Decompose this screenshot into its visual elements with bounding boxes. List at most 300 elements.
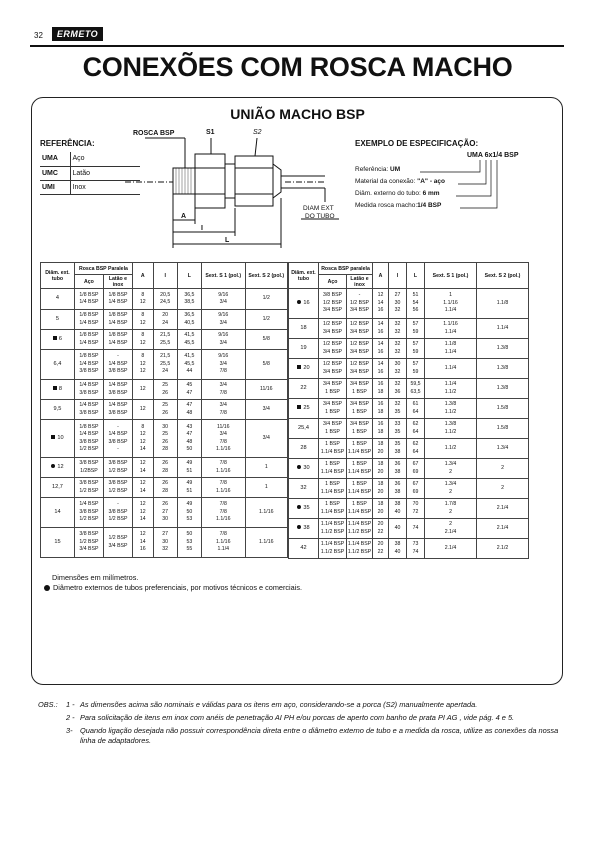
- s1-cell: 1.1/8 1.1/4: [425, 339, 477, 359]
- s2-cell: 2: [477, 479, 529, 499]
- a-cell: 12 14: [132, 458, 153, 478]
- l-cell: 70 72: [407, 499, 425, 519]
- latao-cell: 1 BSP 1.1/4 BSP: [347, 479, 373, 499]
- aco-cell: 1/8 BSP 1/4 BSP: [74, 289, 103, 310]
- table-row: [41, 350, 288, 380]
- header-a: A: [132, 263, 153, 289]
- s1-cell: 1 1.1/16 1.1/4: [425, 289, 477, 319]
- spec-value: 6 mm: [422, 190, 440, 197]
- page-title: CONEXÕES COM ROSCA MACHO: [82, 52, 513, 82]
- spec-label: Medida rosca macho:: [355, 202, 418, 209]
- s2-cell: 1: [245, 458, 287, 478]
- diam-value: 42: [300, 544, 307, 551]
- diam-value: 32: [300, 484, 307, 491]
- a-cell: 12 12 14: [132, 498, 153, 528]
- latao-cell: - 1/4 BSP 3/8 BSP -: [103, 420, 132, 458]
- s2-cell: 1.1/16: [245, 498, 287, 528]
- i-cell: 33 35: [389, 419, 407, 439]
- l-cell: 45 47: [177, 380, 201, 400]
- aco-cell: 1 BSP 1.1/4 BSP: [319, 479, 347, 499]
- diam-cell: [41, 528, 75, 558]
- latao-cell: 1 BSP 1.1/4 BSP: [347, 499, 373, 519]
- latao-cell: 1/8 BSP 1/4 BSP: [103, 310, 132, 330]
- i-cell: 26 28: [153, 458, 177, 478]
- l-cell: 43 47 48 50: [177, 420, 201, 458]
- table-row: [41, 380, 288, 400]
- diam-value: 15: [54, 538, 61, 545]
- obs-number: 3-: [66, 726, 73, 735]
- header-a: A: [373, 263, 389, 289]
- referencia-material: Aço: [70, 152, 140, 166]
- s1-cell: 2.1/4: [425, 539, 477, 559]
- s1-cell: 1.3/8 1.1/2: [425, 419, 477, 439]
- l-cell: 57 59: [407, 359, 425, 379]
- s1-cell: 9/16 3/4: [201, 330, 245, 350]
- table-row: [289, 459, 529, 479]
- table-body-right: [289, 289, 529, 559]
- diam-value: 9,5: [53, 405, 62, 412]
- header-s1: Sext. S 1 (pol.): [201, 263, 245, 289]
- s1-cell: 3/4 7/8: [201, 380, 245, 400]
- aco-cell: 1/2 BSP 3/4 BSP: [319, 339, 347, 359]
- s2-cell: 1.5/8: [477, 399, 529, 419]
- s1-cell: 1.1/16 1.1/4: [425, 319, 477, 339]
- latao-cell: 1/2 BSP 3/4 BSP: [347, 319, 373, 339]
- a-cell: 12: [132, 400, 153, 420]
- s1-cell: 1.1/2: [425, 439, 477, 459]
- a-cell: 14 16: [373, 339, 389, 359]
- s1-cell: 1.3/8 1.1/2: [425, 399, 477, 419]
- diam-cell: [41, 458, 75, 478]
- s1-label: S1: [206, 129, 215, 136]
- latao-cell: 3/4 BSP 1 BSP: [347, 419, 373, 439]
- table-row: [289, 499, 529, 519]
- l-label: L: [225, 237, 230, 244]
- latao-cell: 1.1/4 BSP 1.1/2 BSP: [347, 539, 373, 559]
- header-s2: Sext. S 2 (pol.): [245, 263, 287, 289]
- i-cell: 26 28: [153, 478, 177, 498]
- header-aco: Aço: [74, 275, 103, 289]
- aco-cell: 1/4 BSP 3/8 BSP: [74, 400, 103, 420]
- square-marker-icon: [53, 336, 57, 340]
- l-cell: 61 64: [407, 399, 425, 419]
- s2-cell: 1.3/8: [477, 339, 529, 359]
- table-row: [41, 498, 288, 528]
- latao-cell: 1 BSP 1.1/4 BSP: [347, 459, 373, 479]
- table-row: [289, 479, 529, 499]
- i-cell: 30 25 26 28: [153, 420, 177, 458]
- spec-label: Diâm. externo do tubo:: [355, 190, 423, 197]
- latao-cell: 3/8 BSP 1/2 BSP: [103, 458, 132, 478]
- aco-cell: 3/8 BSP 1/2 BSP 3/4 BSP: [319, 289, 347, 319]
- s2-cell: 1/2: [245, 289, 287, 310]
- diam-cell: [41, 400, 75, 420]
- referencia-material: Inox: [70, 180, 140, 194]
- preferred-bullet-icon: [51, 464, 55, 468]
- table-row: [289, 359, 529, 379]
- i-cell: 30 32: [389, 359, 407, 379]
- table-row: [289, 339, 529, 359]
- diam-value: 16: [303, 299, 310, 306]
- s1-cell: 9/16 3/4 7/8: [201, 350, 245, 380]
- a-cell: 12 14 16: [132, 528, 153, 558]
- latao-cell: 1 BSP 1.1/4 BSP: [347, 439, 373, 459]
- header-diam: Diâm. ext. tubo: [41, 263, 75, 289]
- diam-cell: [289, 539, 319, 559]
- s2-cell: 3/4: [245, 420, 287, 458]
- diam-cell: [41, 330, 75, 350]
- diam-value: 25,4: [298, 424, 309, 431]
- s2-cell: 1.3/8: [477, 379, 529, 399]
- s1-cell: 3/4 7/8: [201, 400, 245, 420]
- s2-cell: 1.3/4: [477, 439, 529, 459]
- a-cell: 20 22: [373, 519, 389, 539]
- a-cell: 16 18: [373, 399, 389, 419]
- i-cell: 27 30 32: [153, 528, 177, 558]
- s1-cell: 2 2.1/4: [425, 519, 477, 539]
- latao-cell: 1/4 BSP 3/8 BSP: [103, 380, 132, 400]
- i-cell: 21,5 25,5 24: [153, 350, 177, 380]
- spec-line-referencia: [355, 166, 400, 173]
- spec-connector-lines: [420, 158, 500, 210]
- aco-cell: 1.1/4 BSP 1.1/2 BSP: [319, 539, 347, 559]
- aco-cell: 3/8 BSP 1/2 BSP: [74, 478, 103, 498]
- a-cell: 18 20: [373, 459, 389, 479]
- diam-value: 38: [303, 524, 310, 531]
- diam-value: 22: [300, 384, 307, 391]
- diam-cell: [289, 459, 319, 479]
- latao-cell: 1/4 BSP 3/8 BSP: [103, 400, 132, 420]
- header-rosca: Rosca BSP paralela: [319, 263, 373, 275]
- square-marker-icon: [297, 365, 301, 369]
- square-marker-icon: [51, 435, 55, 439]
- obs-text: As dimensões acima são nominais e válidas para os itens em aço, considerando-se a porca (S2) manualmente apertada.: [80, 700, 478, 709]
- obs-label: OBS.:: [38, 700, 58, 709]
- dimension-table-right: [288, 262, 529, 559]
- s2-cell: 1.1/16: [245, 528, 287, 558]
- table-row: [289, 419, 529, 439]
- s2-cell: 2: [477, 459, 529, 479]
- diam-value: 19: [300, 344, 307, 351]
- i-label: I: [201, 225, 203, 232]
- diam-cell: [41, 350, 75, 380]
- a-cell: 18 20: [373, 479, 389, 499]
- table-row: [289, 379, 529, 399]
- obs-spacer: [38, 713, 66, 723]
- aco-cell: 1/4 BSP 3/8 BSP 1/2 BSP: [74, 498, 103, 528]
- s2-cell: 1: [245, 478, 287, 498]
- spec-value: "A" - aço: [417, 178, 445, 185]
- header-rosca: Rosca BSP Paralela: [74, 263, 132, 275]
- s1-cell: 1.3/4 2: [425, 479, 477, 499]
- l-cell: 62 64: [407, 419, 425, 439]
- a-cell: 20 22: [373, 539, 389, 559]
- obs-item: [38, 700, 563, 710]
- aco-cell: 1 BSP 1.1/4 BSP: [319, 459, 347, 479]
- diam-cell: [289, 319, 319, 339]
- header-aco: Aço: [319, 275, 347, 289]
- ermeto-logo: ERMETO: [52, 27, 103, 41]
- square-marker-icon: [53, 386, 57, 390]
- aco-cell: 3/4 BSP 1 BSP: [319, 419, 347, 439]
- aco-cell: 3/8 BSP 1/2 BSP 3/4 BSP: [74, 528, 103, 558]
- i-cell: 38 40: [389, 539, 407, 559]
- aco-cell: 1.1/4 BSP 1.1/2 BSP: [319, 519, 347, 539]
- s1-cell: 1.1/4 1.1/2: [425, 379, 477, 399]
- s2-cell: 1/2: [245, 310, 287, 330]
- diam-value: 5: [55, 315, 59, 322]
- table-row: [289, 519, 529, 539]
- s1-cell: 7/8 7/8 1.1/16: [201, 498, 245, 528]
- s2-cell: 3/4: [245, 400, 287, 420]
- preferred-bullet-icon: [297, 465, 301, 469]
- observations: [38, 700, 563, 746]
- latao-cell: - 3/8 BSP 1/2 BSP: [103, 498, 132, 528]
- diam-cell: [289, 399, 319, 419]
- preferred-bullet-icon: [297, 525, 301, 529]
- diam-cell: [289, 359, 319, 379]
- table-row: [41, 420, 288, 458]
- aco-cell: 1/8 BSP 1/4 BSP 3/8 BSP 1/2 BSP: [74, 420, 103, 458]
- diam-cell: [289, 289, 319, 319]
- s1-cell: 1.7/8 2: [425, 499, 477, 519]
- latao-cell: 3/8 BSP 1/2 BSP: [103, 478, 132, 498]
- diam-cell: [41, 310, 75, 330]
- diam-value: 20: [303, 364, 310, 371]
- obs-number: 1 -: [66, 700, 75, 709]
- l-cell: 50 53 55: [177, 528, 201, 558]
- spec-value: 1/4 BSP: [417, 202, 442, 209]
- note-dimensoes: Dimensões em milímetros.: [52, 573, 139, 582]
- diam-cell: [41, 498, 75, 528]
- a-cell: 8 12: [132, 330, 153, 350]
- i-cell: 25 26: [153, 400, 177, 420]
- diam-value: 35: [303, 504, 310, 511]
- latao-cell: 3/4 BSP 1 BSP: [347, 399, 373, 419]
- header-s1: Sext. S 1 (pol.): [425, 263, 477, 289]
- spec-value: UM: [390, 166, 401, 173]
- latao-cell: 1/2 BSP 3/4 BSP: [347, 339, 373, 359]
- a-cell: 18 20: [373, 439, 389, 459]
- i-cell: 20 24: [153, 310, 177, 330]
- l-cell: 62 64: [407, 439, 425, 459]
- diam-value: 6,4: [53, 360, 62, 367]
- i-cell: 26 27 30: [153, 498, 177, 528]
- s1-cell: 1.3/4 2: [425, 459, 477, 479]
- aco-cell: 1/2 BSP 3/4 BSP: [319, 319, 347, 339]
- especificacao-code: UMA 6x1/4 BSP: [467, 152, 519, 159]
- obs-item: [38, 713, 563, 723]
- diam-cell: [289, 499, 319, 519]
- rosca-bsp-label: ROSCA BSP: [133, 130, 175, 137]
- dimension-table-left: [40, 262, 288, 558]
- aco-cell: 1/8 BSP 1/4 BSP: [74, 310, 103, 330]
- spec-label: Referência:: [355, 166, 391, 173]
- latao-cell: - 1/2 BSP 3/4 BSP: [347, 289, 373, 319]
- s2-cell: 1.5/8: [477, 419, 529, 439]
- l-cell: 36,5 40,5: [177, 310, 201, 330]
- l-cell: 57 59: [407, 339, 425, 359]
- latao-cell: 1/2 BSP 3/4 BSP: [103, 528, 132, 558]
- table-row: [289, 439, 529, 459]
- diam-value: 25: [303, 404, 310, 411]
- diam-cell: [41, 289, 75, 310]
- s1-cell: 9/16 3/4: [201, 289, 245, 310]
- i-cell: 32 32: [389, 319, 407, 339]
- aco-cell: 1/8 BSP 1/4 BSP 3/8 BSP: [74, 350, 103, 380]
- referencia-code: UMC: [40, 166, 70, 180]
- l-cell: 73 74: [407, 539, 425, 559]
- a-cell: 16 18: [373, 379, 389, 399]
- s2-cell: 2.1/4: [477, 519, 529, 539]
- l-cell: 47 48: [177, 400, 201, 420]
- diam-value: 4: [55, 295, 59, 302]
- table-row: [289, 319, 529, 339]
- latao-cell: 1/2 BSP 3/4 BSP: [347, 359, 373, 379]
- s2-cell: 2.1/2: [477, 539, 529, 559]
- s1-cell: 1.1/4: [425, 359, 477, 379]
- header-i: I: [153, 263, 177, 289]
- aco-cell: 1 BSP 1.1/4 BSP: [319, 439, 347, 459]
- i-cell: 36 38: [389, 459, 407, 479]
- header-latao: Latão e inox: [103, 275, 132, 289]
- a-cell: 8 12 12: [132, 350, 153, 380]
- a-label: A: [181, 213, 187, 220]
- i-cell: 25 26: [153, 380, 177, 400]
- table-row: [289, 289, 529, 319]
- obs-item: [38, 726, 563, 746]
- header-l: L: [177, 263, 201, 289]
- s1-cell: 7/8 1.1/16: [201, 478, 245, 498]
- note-preferenciais: [52, 583, 302, 593]
- table-row: [289, 539, 529, 559]
- s2-cell: 5/8: [245, 350, 287, 380]
- s2-cell: 2.1/4: [477, 499, 529, 519]
- l-cell: 49 51: [177, 458, 201, 478]
- table-row: [41, 289, 288, 310]
- diam-cell: [289, 379, 319, 399]
- s1-cell: 7/8 1.1/16 1.1/4: [201, 528, 245, 558]
- diam-value: 18: [300, 324, 307, 331]
- s2-cell: 5/8: [245, 330, 287, 350]
- aco-cell: 3/4 BSP 1 BSP: [319, 379, 347, 399]
- aco-cell: 1/8 BSP 1/4 BSP: [74, 330, 103, 350]
- diam-cell: [41, 478, 75, 498]
- table-row: [41, 400, 288, 420]
- diam-value: 12: [57, 463, 64, 470]
- a-cell: 12 14: [132, 478, 153, 498]
- do-tubo-label: DO TUBO: [305, 213, 335, 220]
- preferred-bullet-icon: [297, 505, 301, 509]
- page-number: 32: [34, 31, 43, 40]
- preferred-bullet-icon: [297, 300, 301, 304]
- i-cell: 38 40: [389, 499, 407, 519]
- latao-cell: 1.1/4 BSP 1.1/2 BSP: [347, 519, 373, 539]
- s2-cell: 1.3/8: [477, 359, 529, 379]
- obs-text: Quando ligação desejada não possuir correspondência direta entre o diâmetro externo de tubo e a medida da rosca, utilize as conexões da nossa linha de adaptadores.: [80, 726, 559, 745]
- table-body-left: [41, 289, 288, 558]
- s2-label: S2: [253, 129, 262, 136]
- notes: [52, 573, 302, 593]
- s2-cell: 1.1/8: [477, 289, 529, 319]
- referencia-code: UMI: [40, 180, 70, 194]
- diam-cell: [41, 380, 75, 400]
- s2-cell: 1.1/4: [477, 319, 529, 339]
- referencia-code: UMA: [40, 152, 70, 166]
- referencia-title: REFERÊNCIA:: [40, 139, 95, 148]
- obs-spacer: [38, 726, 66, 746]
- a-cell: 12: [132, 380, 153, 400]
- a-cell: 16 18: [373, 419, 389, 439]
- i-cell: 32 32: [389, 339, 407, 359]
- aco-cell: 3/8 BSP 1/2BSP: [74, 458, 103, 478]
- l-cell: 59,5 63,5: [407, 379, 425, 399]
- l-cell: 41,5 45,5: [177, 330, 201, 350]
- i-cell: 40: [389, 519, 407, 539]
- header-s2: Sext. S 2 (pol.): [477, 263, 529, 289]
- l-cell: 49 50 53: [177, 498, 201, 528]
- diam-ext-label: DIAM EXT: [303, 205, 334, 212]
- header-i: I: [389, 263, 407, 289]
- a-cell: 8 12 12 14: [132, 420, 153, 458]
- l-cell: 49 51: [177, 478, 201, 498]
- i-cell: 27 30 32: [389, 289, 407, 319]
- l-cell: 67 69: [407, 479, 425, 499]
- diam-cell: [289, 339, 319, 359]
- latao-cell: 1/8 BSP 1/4 BSP: [103, 289, 132, 310]
- diam-value: 10: [57, 434, 64, 441]
- table-row: [41, 478, 288, 498]
- aco-cell: 3/4 BSP 1 BSP: [319, 399, 347, 419]
- a-cell: 12 14 16: [373, 289, 389, 319]
- diam-cell: [289, 419, 319, 439]
- l-cell: 36,5 38,5: [177, 289, 201, 310]
- aco-cell: 1/4 BSP 3/8 BSP: [74, 380, 103, 400]
- aco-cell: 1/2 BSP 3/4 BSP: [319, 359, 347, 379]
- header-rule: [30, 45, 564, 47]
- diam-cell: [41, 420, 75, 458]
- section-title: UNIÃO MACHO BSP: [230, 106, 365, 122]
- s1-cell: 11/16 3/4 7/8 1.1/16: [201, 420, 245, 458]
- table-row: [41, 310, 288, 330]
- table-row: [289, 399, 529, 419]
- header-diam: Diâm. ext. tubo: [289, 263, 319, 289]
- aco-cell: 1 BSP 1.1/4 BSP: [319, 499, 347, 519]
- i-cell: 21,5 25,5: [153, 330, 177, 350]
- i-cell: 35 38: [389, 439, 407, 459]
- diam-value: 14: [54, 508, 61, 515]
- latao-cell: 1/8 BSP 1/4 BSP: [103, 330, 132, 350]
- diam-value: 12,7: [52, 483, 63, 490]
- spec-label: Material da conexão:: [355, 178, 418, 185]
- l-cell: 41,5 45,5 44: [177, 350, 201, 380]
- i-cell: 32 35: [389, 399, 407, 419]
- s1-cell: 7/8 1.1/16: [201, 458, 245, 478]
- header-l: L: [407, 263, 425, 289]
- a-cell: 8 12: [132, 289, 153, 310]
- note-preferenciais-text: Diâmetro externos de tubos preferenciais, por motivos técnicos e comerciais.: [53, 583, 303, 592]
- obs-text: Para solicitação de itens em inox com anéis de penetração AI PH e/ou porcas de aperto com banho de prata PI AG , vide pág. 4 e 5.: [80, 713, 515, 722]
- latao-cell: 3/4 BSP 1 BSP: [347, 379, 373, 399]
- diam-cell: [289, 519, 319, 539]
- table-row: [41, 528, 288, 558]
- l-cell: 57 59: [407, 319, 425, 339]
- diam-cell: [289, 439, 319, 459]
- a-cell: 14 16: [373, 359, 389, 379]
- fitting-drawing: [125, 124, 355, 254]
- diam-value: 28: [300, 444, 307, 451]
- especificacao-title: EXEMPLO DE ESPECIFICAÇÃO:: [355, 139, 479, 148]
